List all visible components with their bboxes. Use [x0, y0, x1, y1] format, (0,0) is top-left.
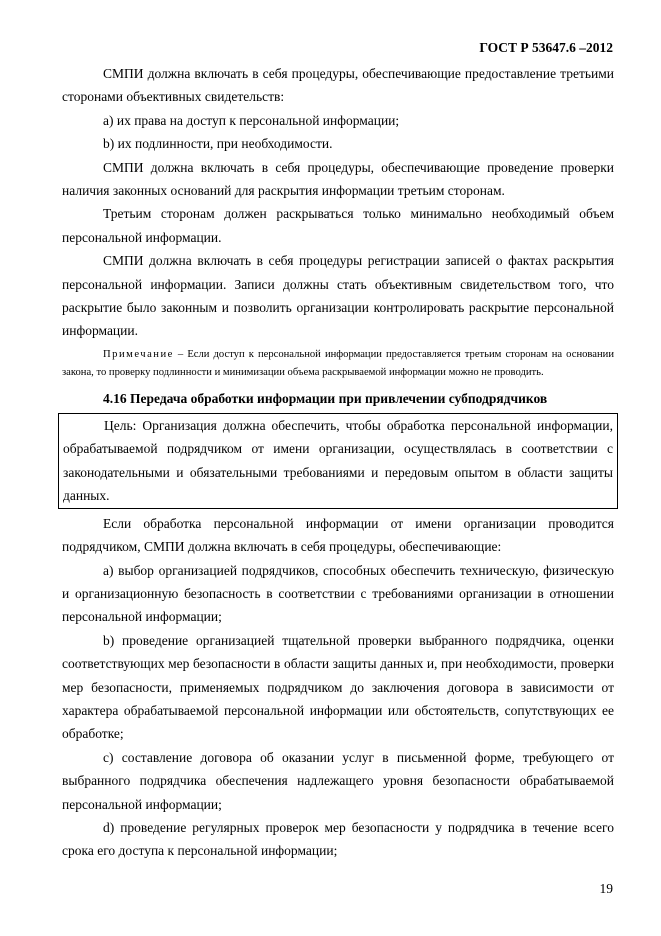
section-title: 4.16 Передача обработки информации при привлечении субподрядчиков: [103, 391, 548, 407]
paragraph: Если обработка персональной информации от имени организации проводится подрядчиком, СМПИ должна включать в себя процедуры, обеспечивающие:: [62, 515, 614, 555]
page-number: 19: [599, 881, 613, 896]
note-text: – Если доступ к персональной информации предоставляется третьим сторонам на основании закона, то проверку подлинности и минимизации объема раскрываемой информации можно не проводить.: [62, 348, 614, 379]
list-item: d) проведение регулярных проверок мер безопасности у подрядчика в течение всего срока его доступа к персональной информации;: [62, 819, 614, 859]
paragraph: Третьим сторонам должен раскрываться только минимально необходимый объем персональной информации.: [62, 206, 614, 245]
list-item: c) составление договора об оказании услуг в письменной форме, требующего от выбранного подрядчика обеспечения надлежащего уровня безопасности обрабатываемой персональной информации;: [62, 749, 614, 812]
paragraph: СМПИ должна включать в себя процедуры, обеспечивающие проведение проверки наличия законных оснований для раскрытия информации третьим сторонам.: [62, 159, 614, 199]
document-header: ГОСТ Р 53647.6 –2012: [479, 40, 613, 55]
note: [62, 346, 614, 383]
document-body: [62, 62, 614, 863]
goal-text: Цель: Организация должна обеспечить, чтобы обработка персональной информации, обрабатываемой подрядчиком от имени организации, осуществлялась в соответствии с законодательными и обязательными требованиями и передовым опытом в области защиты данных.: [63, 418, 613, 504]
list-item: а) выбор организацией подрядчиков, способных обеспечить техническую, физическую и организационную безопасность в соответствии с требованиями организации в отношении персональной информации;: [62, 562, 614, 625]
note-label: Примечание: [103, 348, 174, 360]
list-item: b) их подлинности, при необходимости.: [103, 136, 333, 152]
goal-box: [58, 413, 618, 509]
paragraph: СМПИ должна включать в себя процедуры регистрации записей о фактах раскрытия персональной информации. Записи должны стать объективным свидетельством того, что раскрытие было законным и позволить организации контролировать раскрытие персональной информации.: [62, 253, 614, 339]
paragraph: СМПИ должна включать в себя процедуры, обеспечивающие предоставление третьими сторонами объективных свидетельств:: [62, 66, 614, 105]
list-item: b) проведение организацией тщательной проверки выбранного подрядчика, оценки соответствующих мер безопасности в области защиты данных и, при необходимости, проверки мер безопасности, применяемых подрядчиком до заключения договора в зависимости от характера обрабатываемой персональной информации или обстоятельств, сопутствующих ее обработке;: [62, 632, 614, 742]
list-item: а) их права на доступ к персональной информации;: [103, 112, 400, 128]
